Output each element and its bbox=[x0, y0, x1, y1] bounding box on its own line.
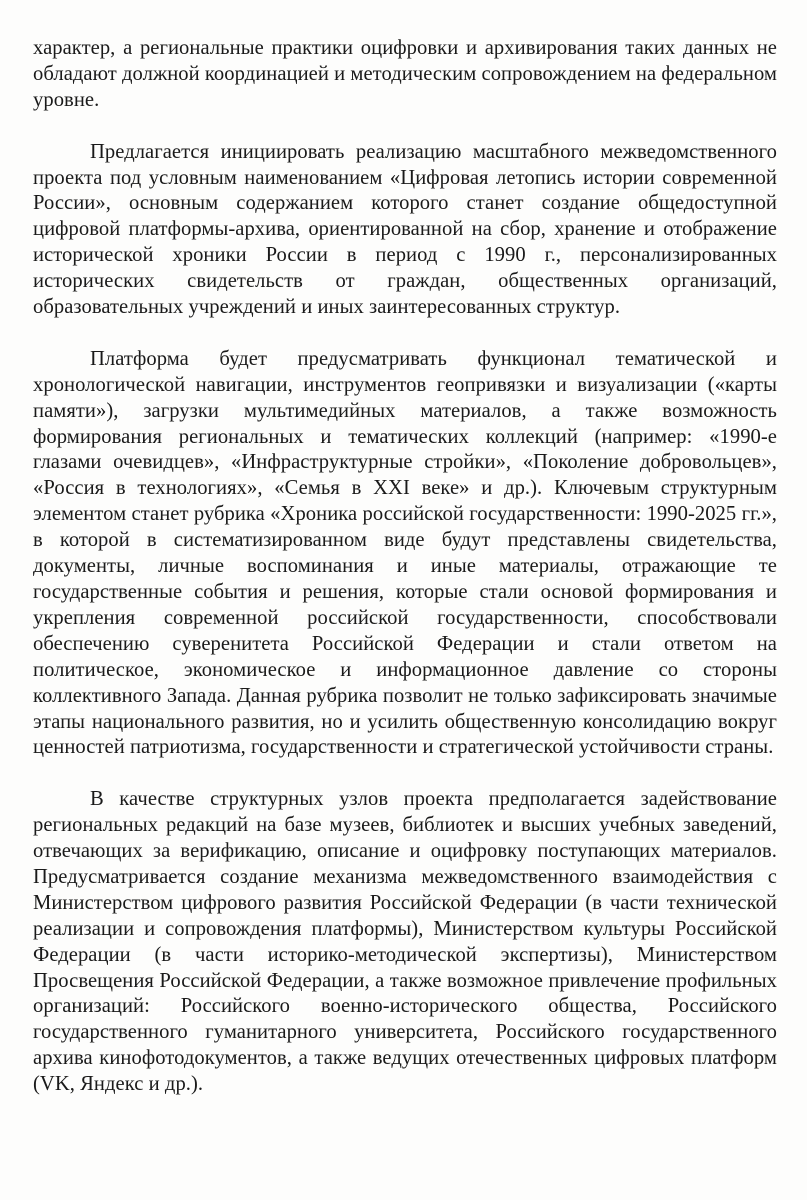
document-body bbox=[33, 36, 777, 1098]
paragraph-continuation: характер, а региональные практики оцифровки и архивирования таких данных не обладают должной координацией и методическим сопровождением на федеральном уровне. bbox=[33, 37, 777, 111]
paragraph-structural-nodes: В качестве структурных узлов проекта предполагается задействование региональных редакций на базе музеев, библиотек и высших учебных заведений, отвечающих за верификацию, описание и оцифровку поступающих материалов. Предусматривается создание механизма межведомственного взаимодействия с Министерством цифрового развития Российской Федерации (в части технической реализации и сопровождения платформы), Министерством культуры Российской Федерации (в части историко-методической экспертизы), Министерством Просвещения Российской Федерации, а также возможное привлечение профильных организаций: Российского военно-исторического общества, Российского государственного гуманитарного университета, Российского государственного архива кинофотодокументов, а также ведущих отечественных цифровых платформ (VK, Яндекс и др.). bbox=[33, 788, 777, 1096]
paragraph-platform-functionality: Платформа будет предусматривать функционал тематической и хронологической навигации, инструментов геопривязки и визуализации («карты памяти»), загрузки мультимедийных материалов, а также возможность формирования региональных и тематических коллекций (например: «1990-е глазами очевидцев», «Инфраструктурные стройки», «Поколение добровольцев», «Россия в технологиях», «Семья в XXI веке» и др.). Ключевым структурным элементом станет рубрика «Хроника российской государственности: 1990-2025 гг.», в которой в систематизированном виде будут представлены свидетельства, документы, личные воспоминания и иные материалы, отражающие те государственные события и решения, которые стали основой формирования и укрепления современной российской государственности, способствовали обеспечению суверенитета Российской Федерации и стали ответом на политическое, экономическое и информационное давление со стороны коллективного Запада. Данная рубрика позволит не только зафиксировать значимые этапы национального развития, но и усилить общественную консолидацию вокруг ценностей патриотизма, государственности и стратегической устойчивости страны. bbox=[33, 347, 777, 759]
paragraph-project-proposal: Предлагается инициировать реализацию масштабного межведомственного проекта под условным наименованием «Цифровая летопись истории современной России», основным содержанием которого станет создание общедоступной цифровой платформы-архива, ориентированной на сбор, хранение и отображение исторической хроники России в период с 1990 г., персонализированных исторических свидетельств от граждан, общественных организаций, образовательных учреждений и иных заинтересованных структур. bbox=[33, 140, 777, 319]
